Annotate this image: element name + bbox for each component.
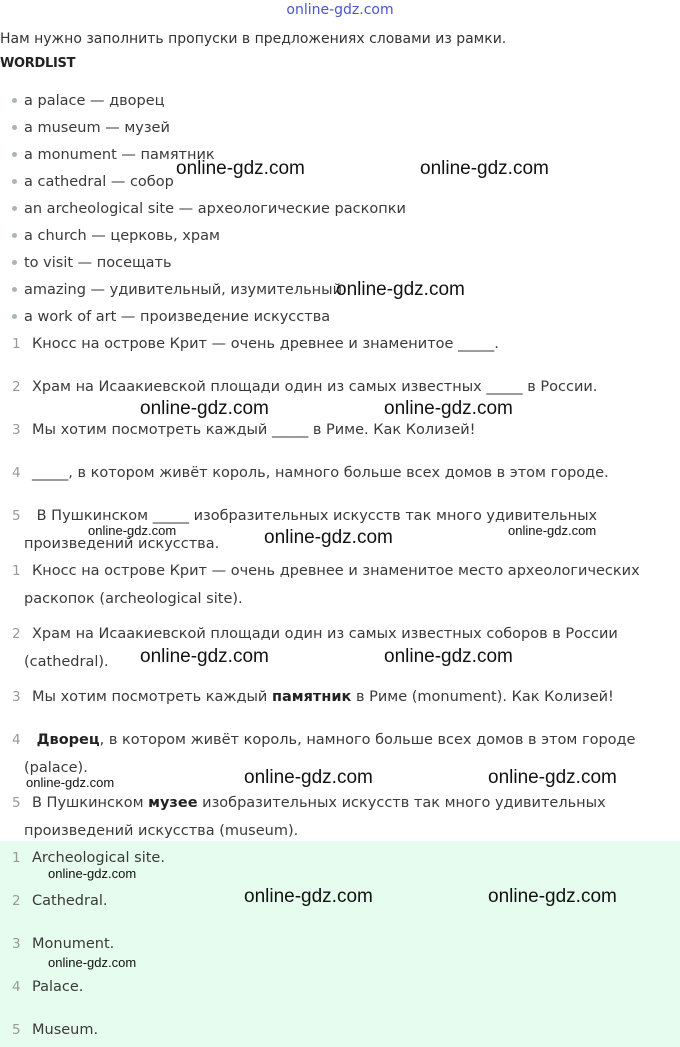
watermark-text: online-gdz.com: [48, 955, 137, 970]
watermark-text: online-gdz.com: [508, 523, 597, 538]
answer-item: 2 Cathedral.: [12, 893, 108, 909]
task-sentence: 1 Кносс на острове Крит — очень древнее и знаменитое _____.: [12, 336, 499, 352]
bullet-icon: [12, 233, 17, 238]
watermark-text: online-gdz.com: [88, 523, 177, 538]
watermark-text: online-gdz.com: [48, 866, 137, 881]
wordlist-item: a palace — дворец: [12, 93, 165, 109]
wordlist-item: amazing — удивительный, изумительный: [12, 282, 342, 298]
watermark-text: online-gdz.com: [244, 886, 373, 907]
watermark-text: online-gdz.com: [384, 646, 513, 667]
site-header-link[interactable]: online-gdz.com: [286, 2, 394, 18]
filled-sentence: 3 Мы хотим посмотреть каждый памятник в Риме (monument). Как Колизей!: [12, 689, 614, 705]
wordlist-item: to visit — посещать: [12, 255, 172, 271]
watermark-text: online-gdz.com: [384, 398, 513, 419]
task-sentence-continuation: произведений искусства.: [24, 536, 220, 552]
filled-sentence: 4 Дворец, в котором живёт король, намного больше всех домов в этом городе: [12, 732, 636, 748]
answer-word: Дворец: [36, 732, 100, 748]
answer-item: 4 Palace.: [12, 979, 84, 995]
watermark-text: online-gdz.com: [488, 886, 617, 907]
filled-sentence: 2 Храм на Исаакиевской площади один из самых известных соборов в России: [12, 626, 618, 642]
bullet-icon: [12, 287, 17, 292]
filled-sentence-continuation: раскопок (archeological site).: [24, 591, 243, 607]
watermark-text: online-gdz.com: [140, 398, 269, 419]
watermark-text: online-gdz.com: [264, 527, 393, 548]
watermark-text: online-gdz.com: [26, 775, 115, 790]
task-sentence: 3 Мы хотим посмотреть каждый _____ в Риме. Как Колизей!: [12, 422, 476, 438]
bullet-icon: [12, 98, 17, 103]
wordlist-item: a work of art — произведение искусства: [12, 309, 330, 325]
bullet-icon: [12, 152, 17, 157]
watermark-text: online-gdz.com: [488, 767, 617, 788]
wordlist-item: a cathedral — собор: [12, 174, 174, 190]
watermark-text: online-gdz.com: [336, 279, 465, 300]
bullet-icon: [12, 260, 17, 265]
answer-word: музее: [148, 795, 198, 811]
bullet-icon: [12, 179, 17, 184]
bullet-icon: [12, 125, 17, 130]
wordlist-item: a monument — памятник: [12, 147, 215, 163]
bullet-icon: [12, 206, 17, 211]
filled-sentence-continuation: (palace).: [24, 760, 88, 776]
watermark-text: online-gdz.com: [176, 158, 305, 179]
answer-item: 5 Museum.: [12, 1022, 99, 1038]
task-sentence: 5 В Пушкинском _____ изобразительных искусств так много удивительных: [12, 508, 598, 524]
answer-word: памятник: [271, 689, 352, 705]
task-sentence: 2 Храм на Исаакиевской площади один из самых известных _____ в России.: [12, 379, 598, 395]
answer-item: 3 Monument.: [12, 936, 115, 952]
wordlist-item: a church — церковь, храм: [12, 228, 220, 244]
filled-sentence-continuation: произведений искусства (museum).: [24, 823, 299, 839]
task-sentence: 4 _____, в котором живёт король, намного больше всех домов в этом городе.: [12, 465, 609, 481]
watermark-text: online-gdz.com: [140, 646, 269, 667]
answer-item: 1 Archeological site.: [12, 850, 165, 866]
wordlist-item: an archeological site — археологические раскопки: [12, 201, 406, 217]
watermark-text: online-gdz.com: [420, 158, 549, 179]
filled-sentence: 1 Кносс на острове Крит — очень древнее и знаменитое место археологических: [12, 563, 640, 579]
filled-sentence: 5 В Пушкинском музее изобразительных искусств так много удивительных: [12, 795, 606, 811]
filled-sentence-continuation: (cathedral).: [24, 654, 109, 670]
bullet-icon: [12, 314, 17, 319]
wordlist-item: a museum — музей: [12, 120, 170, 136]
watermark-text: online-gdz.com: [244, 767, 373, 788]
wordlist-title: WORDLIST: [0, 56, 76, 71]
intro-text: Нам нужно заполнить пропуски в предложениях словами из рамки.: [0, 31, 507, 47]
